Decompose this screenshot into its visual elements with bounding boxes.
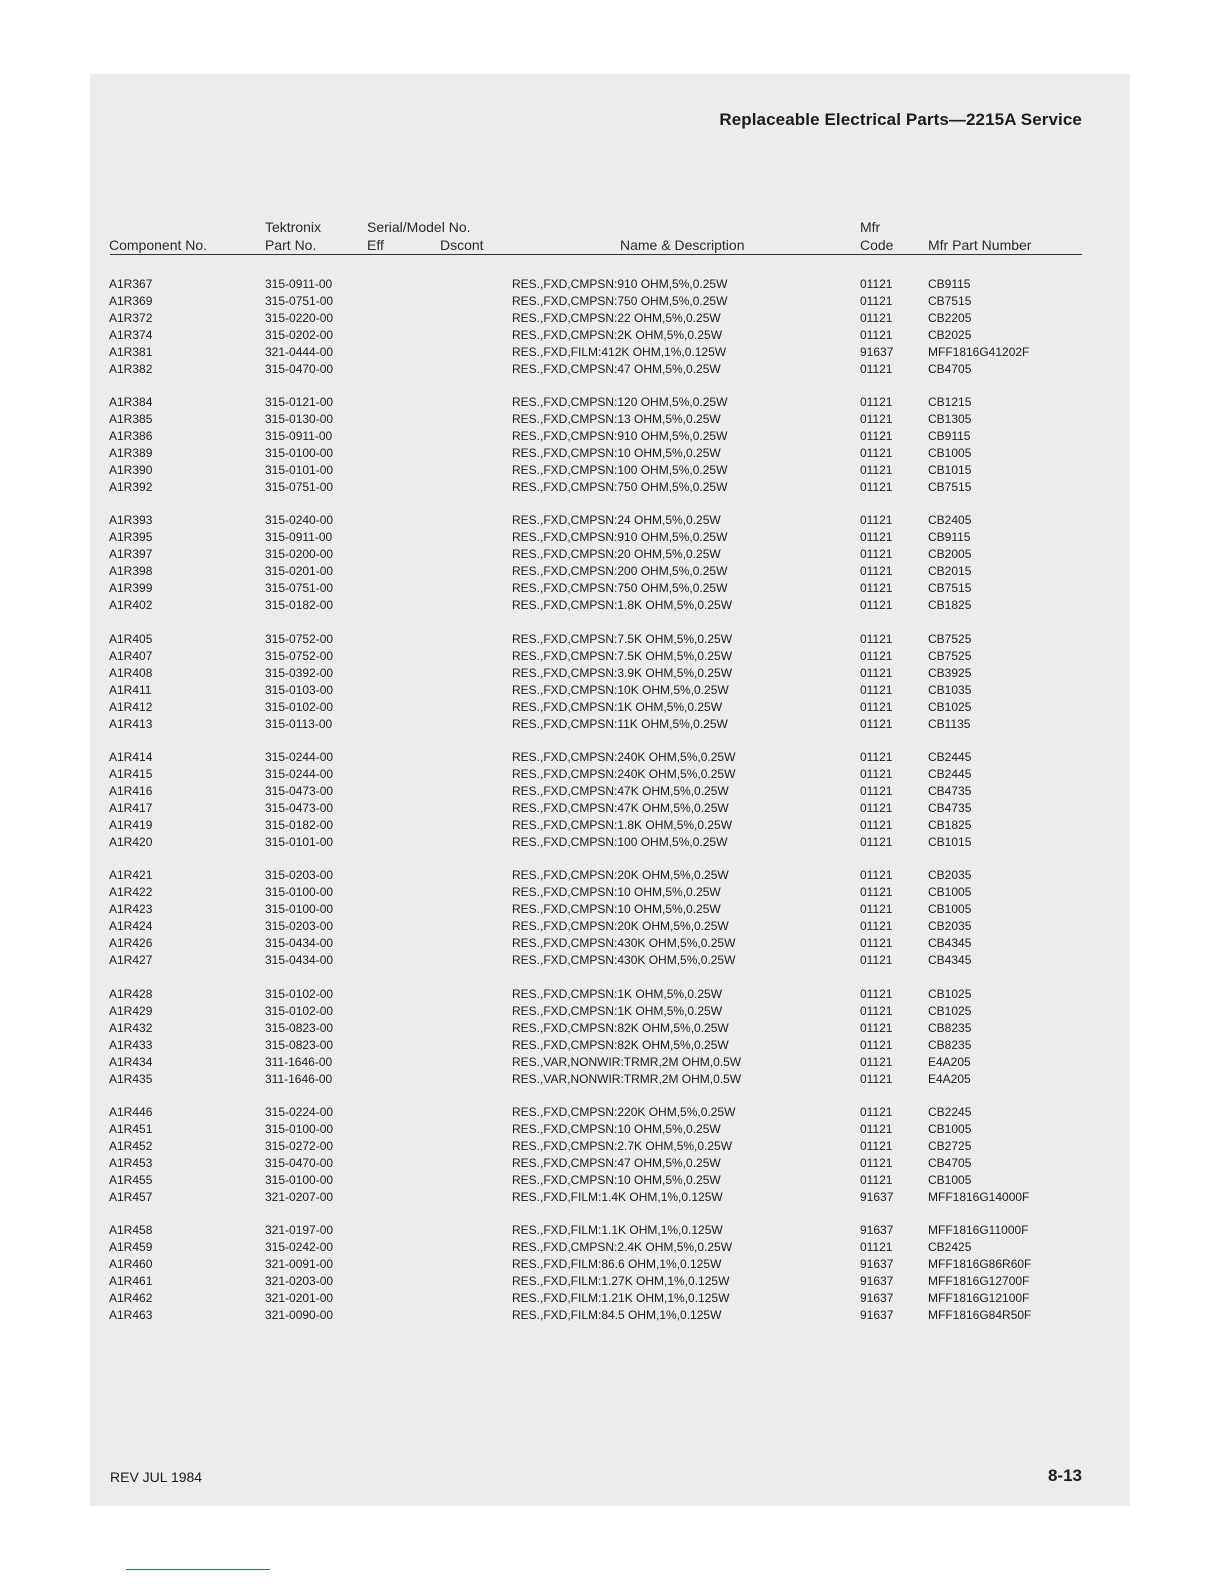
mfr-part-number-cell: CB1005 [928, 1122, 972, 1136]
mfr-code-cell: 01121 [860, 818, 893, 832]
component-no-cell: A1R412 [109, 700, 153, 714]
part-no-cell: 315-0823-00 [265, 1021, 334, 1035]
description-cell: RES.,FXD,CMPSN:750 OHM,5%,0.25W [512, 480, 728, 494]
component-no-cell: A1R395 [109, 530, 153, 544]
mfr-part-number-cell: CB1015 [928, 835, 972, 849]
component-no-cell: A1R423 [109, 902, 153, 916]
header-rule [110, 254, 1082, 255]
col-mfr-label: Mfr [860, 219, 881, 235]
part-no-cell: 315-0751-00 [265, 480, 334, 494]
description-cell: RES.,FXD,CMPSN:430K OHM,5%,0.25W [512, 936, 736, 950]
component-no-cell: A1R432 [109, 1021, 153, 1035]
component-no-cell: A1R397 [109, 547, 153, 561]
part-no-cell: 321-0201-00 [265, 1291, 334, 1305]
description-cell: RES.,FXD,CMPSN:10 OHM,5%,0.25W [512, 902, 721, 916]
description-cell: RES.,FXD,CMPSN:910 OHM,5%,0.25W [512, 277, 728, 291]
mfr-code-cell: 01121 [860, 902, 893, 916]
mfr-code-cell: 01121 [860, 446, 893, 460]
description-cell: RES.,FXD,CMPSN:10K OHM,5%,0.25W [512, 683, 729, 697]
part-no-cell: 315-0470-00 [265, 1156, 334, 1170]
part-no-cell: 315-0113-00 [265, 717, 333, 731]
mfr-part-number-cell: CB7525 [928, 649, 972, 663]
component-no-cell: A1R386 [109, 429, 153, 443]
part-no-cell: 315-0244-00 [265, 767, 334, 781]
component-no-cell: A1R451 [109, 1122, 153, 1136]
mfr-part-number-cell: CB1025 [928, 1004, 972, 1018]
mfr-part-number-cell: CB2005 [928, 547, 972, 561]
page-header-title: Replaceable Electrical Parts—2215A Service [719, 110, 1082, 129]
mfr-part-number-cell: CB1025 [928, 987, 972, 1001]
component-no-cell: A1R402 [109, 598, 153, 612]
description-cell: RES.,VAR,NONWIR:TRMR,2M OHM,0.5W [512, 1055, 742, 1069]
part-no-cell: 315-0100-00 [265, 1122, 334, 1136]
description-cell: RES.,FXD,CMPSN:2K OHM,5%,0.25W [512, 328, 723, 342]
part-no-cell: 315-0130-00 [265, 412, 334, 426]
mfr-part-number-cell: CB2405 [928, 513, 972, 527]
component-no-cell: A1R446 [109, 1105, 153, 1119]
part-no-cell: 315-0102-00 [265, 1004, 334, 1018]
mfr-code-cell: 01121 [860, 1122, 893, 1136]
revision-date: REV JUL 1984 [110, 1469, 203, 1485]
part-no-cell: 315-0434-00 [265, 936, 334, 950]
mfr-code-cell: 01121 [860, 463, 893, 477]
part-no-cell: 315-0751-00 [265, 581, 334, 595]
component-no-cell: A1R393 [109, 513, 153, 527]
component-no-cell: A1R399 [109, 581, 153, 595]
part-no-cell: 321-0091-00 [265, 1257, 334, 1271]
mfr-part-number-cell: MFF1816G41202F [928, 345, 1030, 359]
mfr-part-number-cell: CB1005 [928, 902, 972, 916]
component-no-cell: A1R461 [109, 1274, 153, 1288]
mfr-code-cell: 01121 [860, 362, 893, 376]
mfr-code-cell: 01121 [860, 1004, 893, 1018]
description-cell: RES.,FXD,CMPSN:220K OHM,5%,0.25W [512, 1105, 736, 1119]
mfr-part-number-cell: CB3925 [928, 666, 972, 680]
mfr-part-number-cell: CB1025 [928, 700, 972, 714]
mfr-code-cell: 91637 [860, 1223, 894, 1237]
col-name-description: Name & Description [620, 237, 745, 253]
col-serial-label: Serial/Model No. [367, 219, 471, 235]
description-cell: RES.,FXD,CMPSN:1.8K OHM,5%,0.25W [512, 818, 733, 832]
mfr-part-number-cell: CB7515 [928, 480, 972, 494]
part-no-cell: 315-0911-00 [265, 530, 333, 544]
mfr-code-cell: 01121 [860, 1105, 893, 1119]
component-no-cell: A1R419 [109, 818, 153, 832]
part-no-cell: 315-0203-00 [265, 919, 334, 933]
mfr-code-cell: 01121 [860, 936, 893, 950]
description-cell: RES.,FXD,CMPSN:430K OHM,5%,0.25W [512, 953, 736, 967]
component-no-cell: A1R429 [109, 1004, 153, 1018]
component-no-cell: A1R382 [109, 362, 153, 376]
description-cell: RES.,FXD,CMPSN:10 OHM,5%,0.25W [512, 885, 721, 899]
description-cell: RES.,FXD,CMPSN:910 OHM,5%,0.25W [512, 530, 728, 544]
mfr-part-number-cell: CB8235 [928, 1021, 972, 1035]
description-cell: RES.,FXD,CMPSN:82K OHM,5%,0.25W [512, 1021, 729, 1035]
component-no-cell: A1R392 [109, 480, 153, 494]
mfr-code-cell: 01121 [860, 666, 893, 680]
mfr-part-number-cell: CB2725 [928, 1139, 972, 1153]
mfr-part-number-cell: MFF1816G14000F [928, 1190, 1030, 1204]
part-no-cell: 315-0240-00 [265, 513, 334, 527]
mfr-part-number-cell: E4A205 [928, 1072, 971, 1086]
part-no-cell: 315-0434-00 [265, 953, 334, 967]
mfr-part-number-cell: MFF1816G84R50F [928, 1308, 1032, 1322]
mfr-code-cell: 01121 [860, 919, 893, 933]
description-cell: RES.,FXD,CMPSN:120 OHM,5%,0.25W [512, 395, 728, 409]
mfr-code-cell: 01121 [860, 395, 893, 409]
component-no-cell: A1R385 [109, 412, 153, 426]
mfr-code-cell: 01121 [860, 513, 893, 527]
description-cell: RES.,FXD,CMPSN:1K OHM,5%,0.25W [512, 987, 723, 1001]
description-cell: RES.,FXD,FILM:1.4K OHM,1%,0.125W [512, 1190, 723, 1204]
component-no-cell: A1R405 [109, 632, 153, 646]
component-no-cell: A1R455 [109, 1173, 153, 1187]
part-no-cell: 311-1646-00 [265, 1072, 333, 1086]
mfr-code-cell: 01121 [860, 1156, 893, 1170]
component-no-cell: A1R434 [109, 1055, 153, 1069]
mfr-part-number-cell: CB4345 [928, 953, 972, 967]
mfr-part-number-cell: CB9115 [928, 277, 971, 291]
mfr-part-number-cell: CB2015 [928, 564, 972, 578]
component-no-cell: A1R407 [109, 649, 153, 663]
mfr-code-cell: 01121 [860, 868, 893, 882]
mfr-part-number-cell: CB1005 [928, 1173, 972, 1187]
mfr-part-number-cell: CB4705 [928, 362, 972, 376]
mfr-code-cell: 01121 [860, 581, 893, 595]
part-no-cell: 315-0244-00 [265, 750, 334, 764]
mfr-code-cell: 01121 [860, 311, 893, 325]
mfr-code-cell: 01121 [860, 429, 893, 443]
mfr-part-number-cell: CB8235 [928, 1038, 972, 1052]
mfr-code-cell: 01121 [860, 564, 893, 578]
mfr-part-number-cell: MFF1816G12700F [928, 1274, 1030, 1288]
description-cell: RES.,FXD,CMPSN:910 OHM,5%,0.25W [512, 429, 728, 443]
part-no-cell: 315-0220-00 [265, 311, 334, 325]
mfr-part-number-cell: CB2035 [928, 868, 972, 882]
mfr-part-number-cell: CB1005 [928, 885, 972, 899]
description-cell: RES.,FXD,CMPSN:20K OHM,5%,0.25W [512, 919, 729, 933]
description-cell: RES.,VAR,NONWIR:TRMR,2M OHM,0.5W [512, 1072, 742, 1086]
description-cell: RES.,FXD,CMPSN:47 OHM,5%,0.25W [512, 1156, 721, 1170]
description-cell: RES.,FXD,CMPSN:47 OHM,5%,0.25W [512, 362, 721, 376]
mfr-part-number-cell: CB4705 [928, 1156, 972, 1170]
part-no-cell: 311-1646-00 [265, 1055, 333, 1069]
mfr-part-number-cell: CB9115 [928, 429, 971, 443]
bottom-divider [126, 1569, 270, 1570]
col-component-no: Component No. [109, 237, 208, 253]
part-no-cell: 315-0100-00 [265, 902, 334, 916]
component-no-cell: A1R389 [109, 446, 153, 460]
part-no-cell: 315-0101-00 [265, 463, 334, 477]
part-no-cell: 315-0100-00 [265, 885, 334, 899]
description-cell: RES.,FXD,CMPSN:100 OHM,5%,0.25W [512, 835, 728, 849]
mfr-code-cell: 01121 [860, 784, 893, 798]
mfr-code-cell: 01121 [860, 750, 893, 764]
component-no-cell: A1R413 [109, 717, 153, 731]
part-no-cell: 315-0272-00 [265, 1139, 334, 1153]
part-no-cell: 315-0102-00 [265, 987, 334, 1001]
mfr-code-cell: 01121 [860, 885, 893, 899]
component-no-cell: A1R463 [109, 1308, 153, 1322]
mfr-part-number-cell: CB4735 [928, 784, 972, 798]
part-no-cell: 315-0752-00 [265, 649, 334, 663]
component-no-cell: A1R421 [109, 868, 153, 882]
part-no-cell: 315-0100-00 [265, 446, 334, 460]
mfr-code-cell: 01121 [860, 683, 893, 697]
part-no-cell: 315-0392-00 [265, 666, 334, 680]
mfr-code-cell: 01121 [860, 717, 893, 731]
mfr-code-cell: 01121 [860, 953, 893, 967]
component-no-cell: A1R452 [109, 1139, 153, 1153]
component-no-cell: A1R422 [109, 885, 153, 899]
description-cell: RES.,FXD,CMPSN:11K OHM,5%,0.25W [512, 717, 728, 731]
mfr-part-number-cell: CB2245 [928, 1105, 972, 1119]
part-no-cell: 315-0100-00 [265, 1173, 334, 1187]
mfr-code-cell: 01121 [860, 1038, 893, 1052]
mfr-code-cell: 01121 [860, 412, 893, 426]
part-no-cell: 321-0090-00 [265, 1308, 334, 1322]
col-mfr-code: Code [860, 237, 894, 253]
description-cell: RES.,FXD,FILM:1.27K OHM,1%,0.125W [512, 1274, 730, 1288]
component-no-cell: A1R457 [109, 1190, 153, 1204]
description-cell: RES.,FXD,FILM:1.1K OHM,1%,0.125W [512, 1223, 723, 1237]
mfr-part-number-cell: CB2445 [928, 767, 972, 781]
component-no-cell: A1R415 [109, 767, 153, 781]
component-no-cell: A1R374 [109, 328, 153, 342]
col-part-no: Part No. [265, 237, 317, 253]
mfr-code-cell: 01121 [860, 1072, 893, 1086]
part-no-cell: 315-0751-00 [265, 294, 334, 308]
component-no-cell: A1R414 [109, 750, 153, 764]
component-no-cell: A1R384 [109, 395, 153, 409]
mfr-code-cell: 01121 [860, 649, 893, 663]
component-no-cell: A1R459 [109, 1240, 153, 1254]
mfr-code-cell: 01121 [860, 767, 893, 781]
part-no-cell: 315-0103-00 [265, 683, 334, 697]
description-cell: RES.,FXD,CMPSN:47K OHM,5%,0.25W [512, 784, 729, 798]
part-no-cell: 315-0470-00 [265, 362, 334, 376]
description-cell: RES.,FXD,CMPSN:24 OHM,5%,0.25W [512, 513, 721, 527]
mfr-part-number-cell: MFF1816G11000F [928, 1223, 1029, 1237]
mfr-code-cell: 01121 [860, 1139, 893, 1153]
mfr-code-cell: 01121 [860, 1055, 893, 1069]
part-no-cell: 315-0911-00 [265, 277, 333, 291]
component-no-cell: A1R424 [109, 919, 153, 933]
mfr-part-number-cell: CB4345 [928, 936, 972, 950]
part-no-cell: 321-0197-00 [265, 1223, 334, 1237]
component-no-cell: A1R458 [109, 1223, 153, 1237]
mfr-code-cell: 01121 [860, 987, 893, 1001]
description-cell: RES.,FXD,CMPSN:1K OHM,5%,0.25W [512, 700, 723, 714]
component-no-cell: A1R416 [109, 784, 153, 798]
component-no-cell: A1R398 [109, 564, 153, 578]
mfr-code-cell: 01121 [860, 700, 893, 714]
description-cell: RES.,FXD,CMPSN:100 OHM,5%,0.25W [512, 463, 728, 477]
mfr-code-cell: 91637 [860, 1308, 894, 1322]
part-no-cell: 315-0182-00 [265, 598, 334, 612]
description-cell: RES.,FXD,CMPSN:750 OHM,5%,0.25W [512, 294, 728, 308]
page-number: 8-13 [1047, 1466, 1082, 1485]
component-no-cell: A1R427 [109, 953, 153, 967]
mfr-code-cell: 01121 [860, 1173, 893, 1187]
mfr-part-number-cell: CB9115 [928, 530, 971, 544]
part-no-cell: 315-0752-00 [265, 632, 334, 646]
col-dscont: Dscont [440, 237, 484, 253]
col-eff: Eff [367, 237, 384, 253]
description-cell: RES.,FXD,FILM:84.5 OHM,1%,0.125W [512, 1308, 722, 1322]
component-no-cell: A1R462 [109, 1291, 153, 1305]
mfr-part-number-cell: CB2205 [928, 311, 972, 325]
part-no-cell: 315-0201-00 [265, 564, 334, 578]
description-cell: RES.,FXD,CMPSN:1K OHM,5%,0.25W [512, 1004, 723, 1018]
description-cell: RES.,FXD,CMPSN:10 OHM,5%,0.25W [512, 446, 721, 460]
mfr-part-number-cell: CB1005 [928, 446, 972, 460]
component-no-cell: A1R433 [109, 1038, 153, 1052]
mfr-part-number-cell: CB2425 [928, 1240, 972, 1254]
mfr-code-cell: 91637 [860, 1257, 894, 1271]
part-no-cell: 321-0207-00 [265, 1190, 334, 1204]
mfr-code-cell: 01121 [860, 530, 893, 544]
component-no-cell: A1R426 [109, 936, 153, 950]
mfr-code-cell: 91637 [860, 1291, 894, 1305]
component-no-cell: A1R411 [109, 683, 152, 697]
description-cell: RES.,FXD,CMPSN:240K OHM,5%,0.25W [512, 767, 736, 781]
mfr-code-cell: 01121 [860, 801, 893, 815]
part-no-cell: 321-0203-00 [265, 1274, 334, 1288]
description-cell: RES.,FXD,CMPSN:2.7K OHM,5%,0.25W [512, 1139, 733, 1153]
mfr-code-cell: 91637 [860, 1274, 894, 1288]
mfr-code-cell: 01121 [860, 547, 893, 561]
component-no-cell: A1R435 [109, 1072, 153, 1086]
mfr-part-number-cell: CB2445 [928, 750, 972, 764]
mfr-part-number-cell: CB7515 [928, 581, 972, 595]
component-no-cell: A1R460 [109, 1257, 153, 1271]
part-no-cell: 315-0473-00 [265, 801, 334, 815]
description-cell: RES.,FXD,FILM:86.6 OHM,1%,0.125W [512, 1257, 722, 1271]
mfr-part-number-cell: E4A205 [928, 1055, 971, 1069]
component-no-cell: A1R372 [109, 311, 153, 325]
description-cell: RES.,FXD,CMPSN:10 OHM,5%,0.25W [512, 1122, 721, 1136]
mfr-code-cell: 01121 [860, 294, 893, 308]
part-no-cell: 315-0823-00 [265, 1038, 334, 1052]
description-cell: RES.,FXD,CMPSN:2.4K OHM,5%,0.25W [512, 1240, 733, 1254]
part-no-cell: 315-0101-00 [265, 835, 334, 849]
mfr-part-number-cell: CB1215 [928, 395, 972, 409]
description-cell: RES.,FXD,CMPSN:13 OHM,5%,0.25W [512, 412, 721, 426]
description-cell: RES.,FXD,CMPSN:47K OHM,5%,0.25W [512, 801, 729, 815]
part-no-cell: 315-0182-00 [265, 818, 334, 832]
mfr-part-number-cell: CB1825 [928, 598, 972, 612]
part-no-cell: 321-0444-00 [265, 345, 334, 359]
mfr-part-number-cell: MFF1816G86R60F [928, 1257, 1032, 1271]
component-no-cell: A1R369 [109, 294, 153, 308]
mfr-code-cell: 01121 [860, 480, 893, 494]
mfr-code-cell: 01121 [860, 1240, 893, 1254]
part-no-cell: 315-0911-00 [265, 429, 333, 443]
component-no-cell: A1R408 [109, 666, 153, 680]
part-no-cell: 315-0202-00 [265, 328, 334, 342]
mfr-part-number-cell: CB1035 [928, 683, 972, 697]
component-no-cell: A1R420 [109, 835, 153, 849]
mfr-part-number-cell: CB2035 [928, 919, 972, 933]
part-no-cell: 315-0224-00 [265, 1105, 334, 1119]
mfr-part-number-cell: MFF1816G12100F [928, 1291, 1030, 1305]
description-cell: RES.,FXD,CMPSN:7.5K OHM,5%,0.25W [512, 649, 733, 663]
mfr-code-cell: 01121 [860, 632, 893, 646]
component-no-cell: A1R428 [109, 987, 153, 1001]
part-no-cell: 315-0203-00 [265, 868, 334, 882]
mfr-code-cell: 91637 [860, 1190, 894, 1204]
mfr-part-number-cell: CB1015 [928, 463, 972, 477]
description-cell: RES.,FXD,CMPSN:20K OHM,5%,0.25W [512, 868, 729, 882]
mfr-part-number-cell: CB1305 [928, 412, 972, 426]
description-cell: RES.,FXD,CMPSN:82K OHM,5%,0.25W [512, 1038, 729, 1052]
part-no-cell: 315-0473-00 [265, 784, 334, 798]
mfr-code-cell: 91637 [860, 345, 894, 359]
component-no-cell: A1R367 [109, 277, 153, 291]
mfr-part-number-cell: CB7525 [928, 632, 972, 646]
description-cell: RES.,FXD,CMPSN:10 OHM,5%,0.25W [512, 1173, 721, 1187]
description-cell: RES.,FXD,CMPSN:20 OHM,5%,0.25W [512, 547, 721, 561]
mfr-code-cell: 01121 [860, 1021, 893, 1035]
description-cell: RES.,FXD,CMPSN:22 OHM,5%,0.25W [512, 311, 721, 325]
description-cell: RES.,FXD,CMPSN:200 OHM,5%,0.25W [512, 564, 728, 578]
mfr-code-cell: 01121 [860, 277, 893, 291]
component-no-cell: A1R381 [109, 345, 153, 359]
part-no-cell: 315-0121-00 [265, 395, 334, 409]
mfr-code-cell: 01121 [860, 328, 893, 342]
mfr-part-number-cell: CB1135 [928, 717, 971, 731]
description-cell: RES.,FXD,CMPSN:750 OHM,5%,0.25W [512, 581, 728, 595]
mfr-part-number-cell: CB2025 [928, 328, 972, 342]
mfr-part-number-cell: CB4735 [928, 801, 972, 815]
part-no-cell: 315-0102-00 [265, 700, 334, 714]
description-cell: RES.,FXD,CMPSN:7.5K OHM,5%,0.25W [512, 632, 733, 646]
description-cell: RES.,FXD,CMPSN:240K OHM,5%,0.25W [512, 750, 736, 764]
description-cell: RES.,FXD,CMPSN:1.8K OHM,5%,0.25W [512, 598, 733, 612]
description-cell: RES.,FXD,FILM:1.21K OHM,1%,0.125W [512, 1291, 730, 1305]
part-no-cell: 315-0200-00 [265, 547, 334, 561]
mfr-code-cell: 01121 [860, 835, 893, 849]
component-no-cell: A1R417 [109, 801, 153, 815]
mfr-part-number-cell: CB7515 [928, 294, 972, 308]
description-cell: RES.,FXD,FILM:412K OHM,1%,0.125W [512, 345, 727, 359]
component-no-cell: A1R453 [109, 1156, 153, 1170]
col-mfr-part-number: Mfr Part Number [928, 237, 1032, 253]
col-tektronix-label: Tektronix [265, 219, 322, 235]
mfr-part-number-cell: CB1825 [928, 818, 972, 832]
part-no-cell: 315-0242-00 [265, 1240, 334, 1254]
description-cell: RES.,FXD,CMPSN:3.9K OHM,5%,0.25W [512, 666, 733, 680]
component-no-cell: A1R390 [109, 463, 153, 477]
mfr-code-cell: 01121 [860, 598, 893, 612]
